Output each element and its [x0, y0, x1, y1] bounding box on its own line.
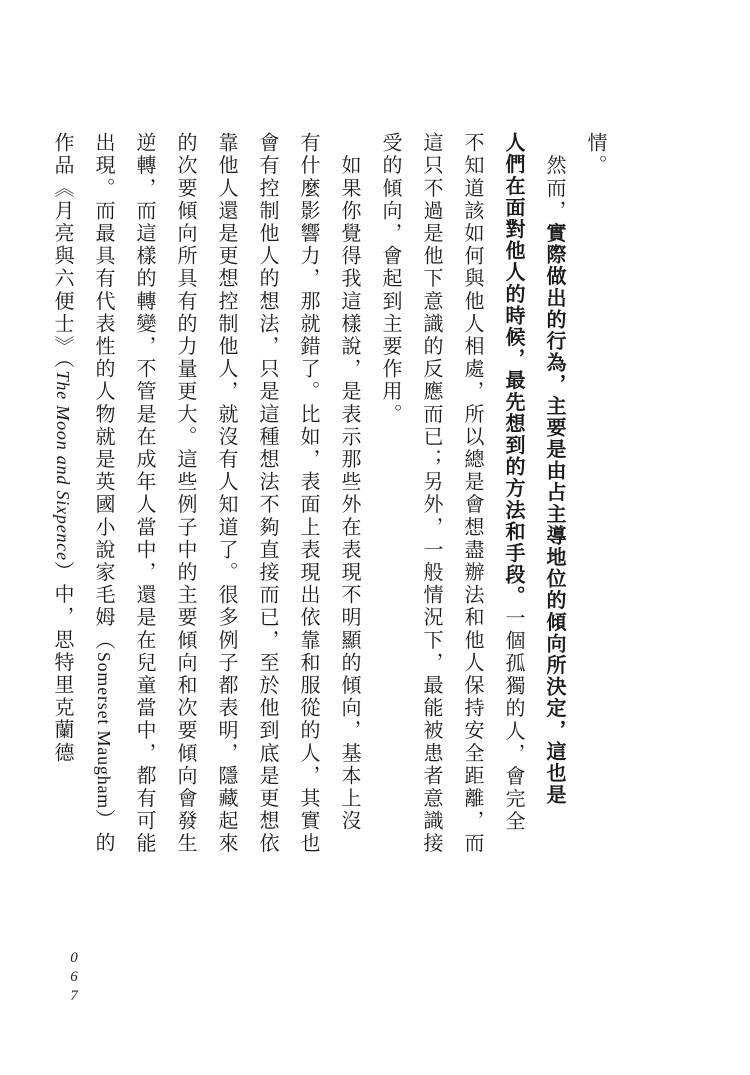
- text-segment: 會有控制他人的想法，只是這種想法不夠直接而已，至於他到底是更想依: [256, 132, 280, 856]
- text-segment: 情。: [584, 132, 608, 178]
- text-segment: ）的: [92, 809, 116, 855]
- text-segment: 如果你覺得我這樣說，是表示那些外在表現不明顯的傾向，基本上沒: [338, 132, 362, 833]
- text-column: [165, 132, 206, 856]
- emphasized-text: 人們在面對他人的時候，最先想到的方法和手段。: [502, 132, 526, 608]
- text-segment: 受的傾向，會起到主要作用。: [379, 132, 403, 426]
- text-column: [329, 132, 370, 833]
- text-column: [206, 132, 247, 856]
- emphasized-text: 實際做出的行為，主要是由占主導地位的傾向所決定，這也是: [543, 222, 567, 806]
- text-column: [411, 132, 452, 856]
- text-segment: 作品《月亮與六便士》（: [51, 132, 75, 371]
- text-column: [575, 132, 616, 798]
- text-segment: 有什麼影響力，那就錯了。比如，表面上表現出依靠和服從的人，其實也: [297, 132, 321, 856]
- text-column: [247, 132, 288, 856]
- text-segment: 然而，: [543, 132, 567, 223]
- text-column: [124, 132, 165, 856]
- text-segment: 的次要傾向所具有的力量更大。這些例子中的主要傾向和次要傾向會發生: [174, 132, 198, 856]
- text-column: [493, 132, 534, 834]
- text-segment: 一個孤獨的人，會完全: [502, 607, 526, 834]
- text-column: [42, 132, 83, 798]
- latin-italic-text: The Moon and Sixpence: [53, 370, 73, 561]
- text-segment: 出現。而最具有代表性的人物就是英國小說家毛姆（: [92, 132, 116, 652]
- text-column: [370, 132, 411, 798]
- text-column: [83, 132, 124, 855]
- text-segment: ）中，思特里克蘭德: [51, 560, 75, 765]
- latin-text: Somerset Maugham: [94, 651, 114, 810]
- text-segment: 靠他人還是更想控制他人，就沒有人知道了。很多例子都表明，隱藏起來: [215, 132, 239, 856]
- text-segment: 逆轉，而這樣的轉變，不管是在成年人當中，還是在兒童當中，都有可能: [133, 132, 157, 856]
- text-column: [534, 132, 575, 806]
- text-segment: 這只不過是他下意識的反應而已；另外，一般情況下，最能被患者意識接: [420, 132, 444, 856]
- text-segment: 不知道該如何與他人相處，所以總是會想盡辦法和他人保持安全距離，而: [461, 132, 485, 856]
- text-column: [452, 132, 493, 856]
- text-column: [288, 132, 329, 856]
- body-text: [51, 132, 616, 856]
- page-number: 067: [66, 950, 82, 1007]
